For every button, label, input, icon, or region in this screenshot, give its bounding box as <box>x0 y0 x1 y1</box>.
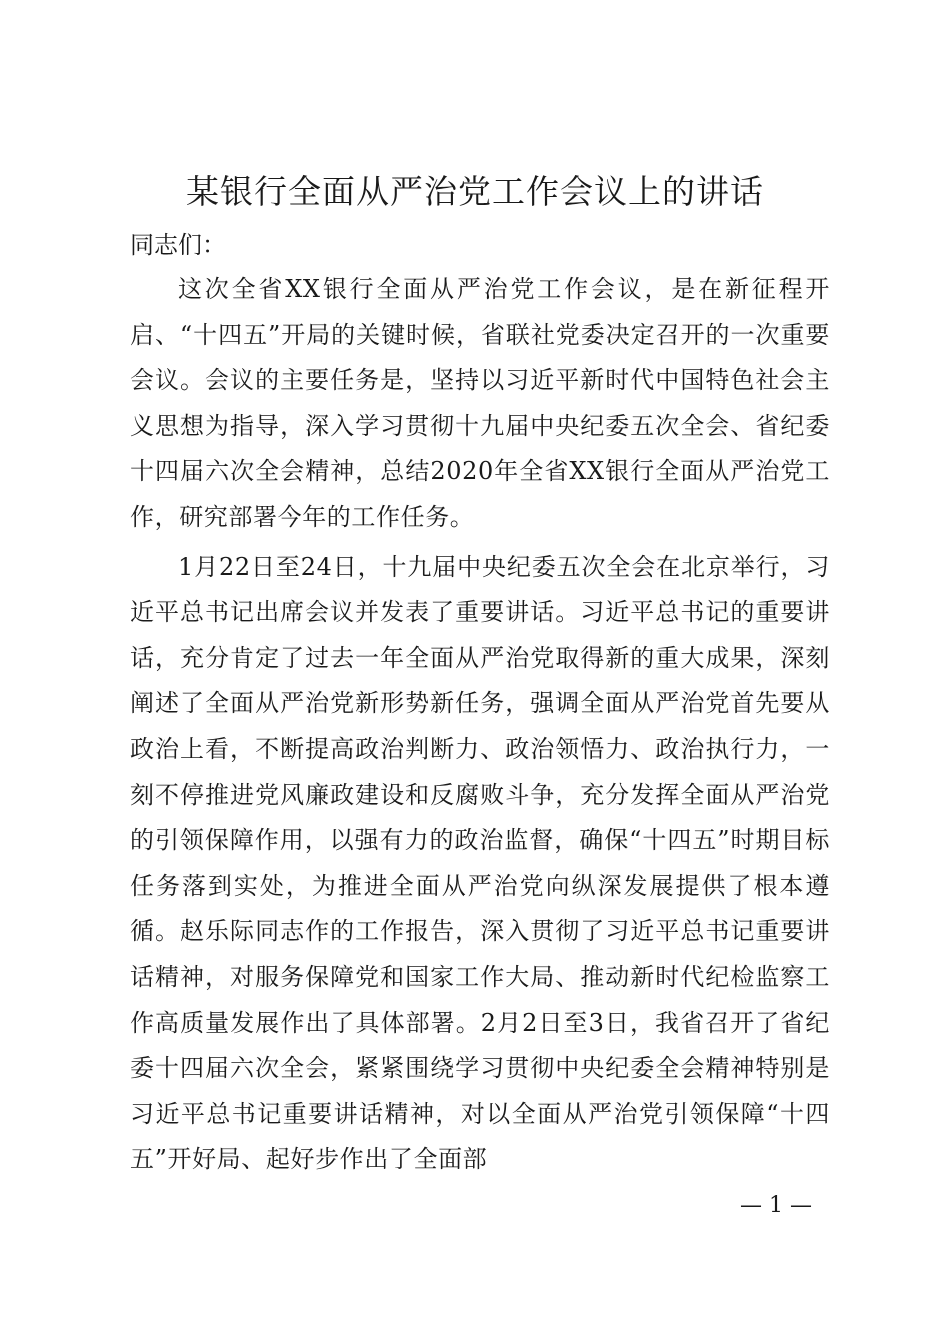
paragraph: 这次全省XX银行全面从严治党工作会议，是在新征程开启、“十四五”开局的关键时候，省联社党委决定召开的一次重要会议。会议的主要任务是，坚持以习近平新时代中国特色社会主义思想为指导，深入学习贯彻十九届中央纪委五次全会、省纪委十四届六次全会精神，总结2020年全省XX银行全面从严治党工作，研究部署今年的工作任务。 <box>130 275 830 531</box>
salutation: 同志们： <box>130 231 226 259</box>
page-number: — 1 — <box>740 1193 812 1218</box>
body-text <box>130 267 830 1183</box>
document-title: 某银行全面从严治党工作会议上的讲话 <box>186 172 764 211</box>
paragraph: 1月22日至24日，十九届中央纪委五次全会在北京举行，习近平总书记出席会议并发表了重要讲话。习近平总书记的重要讲话，充分肯定了过去一年全面从严治党取得新的重大成果，深刻阐述了全面从严治党新形势新任务，强调全面从严治党首先要从政治上看，不断提高政治判断力、政治领悟力、政治执行力，一刻不停推进党风廉政建设和反腐败斗争，充分发挥全面从严治党的引领保障作用，以强有力的政治监督，确保“十四五”时期目标任务落到实处，为推进全面从严治党向纵深发展提供了根本遵循。赵乐际同志作的工作报告，深入贯彻了习近平总书记重要讲话精神，对服务保障党和国家工作大局、推动新时代纪检监察工作高质量发展作出了具体部署。2月2日至3日，我省召开了省纪委十四届六次全会，紧紧围绕学习贯彻中央纪委全会精神特别是习近平总书记重要讲话精神，对以全面从严治党引领保障“十四五”开好局、起好步作出了全面部 <box>130 552 830 1174</box>
